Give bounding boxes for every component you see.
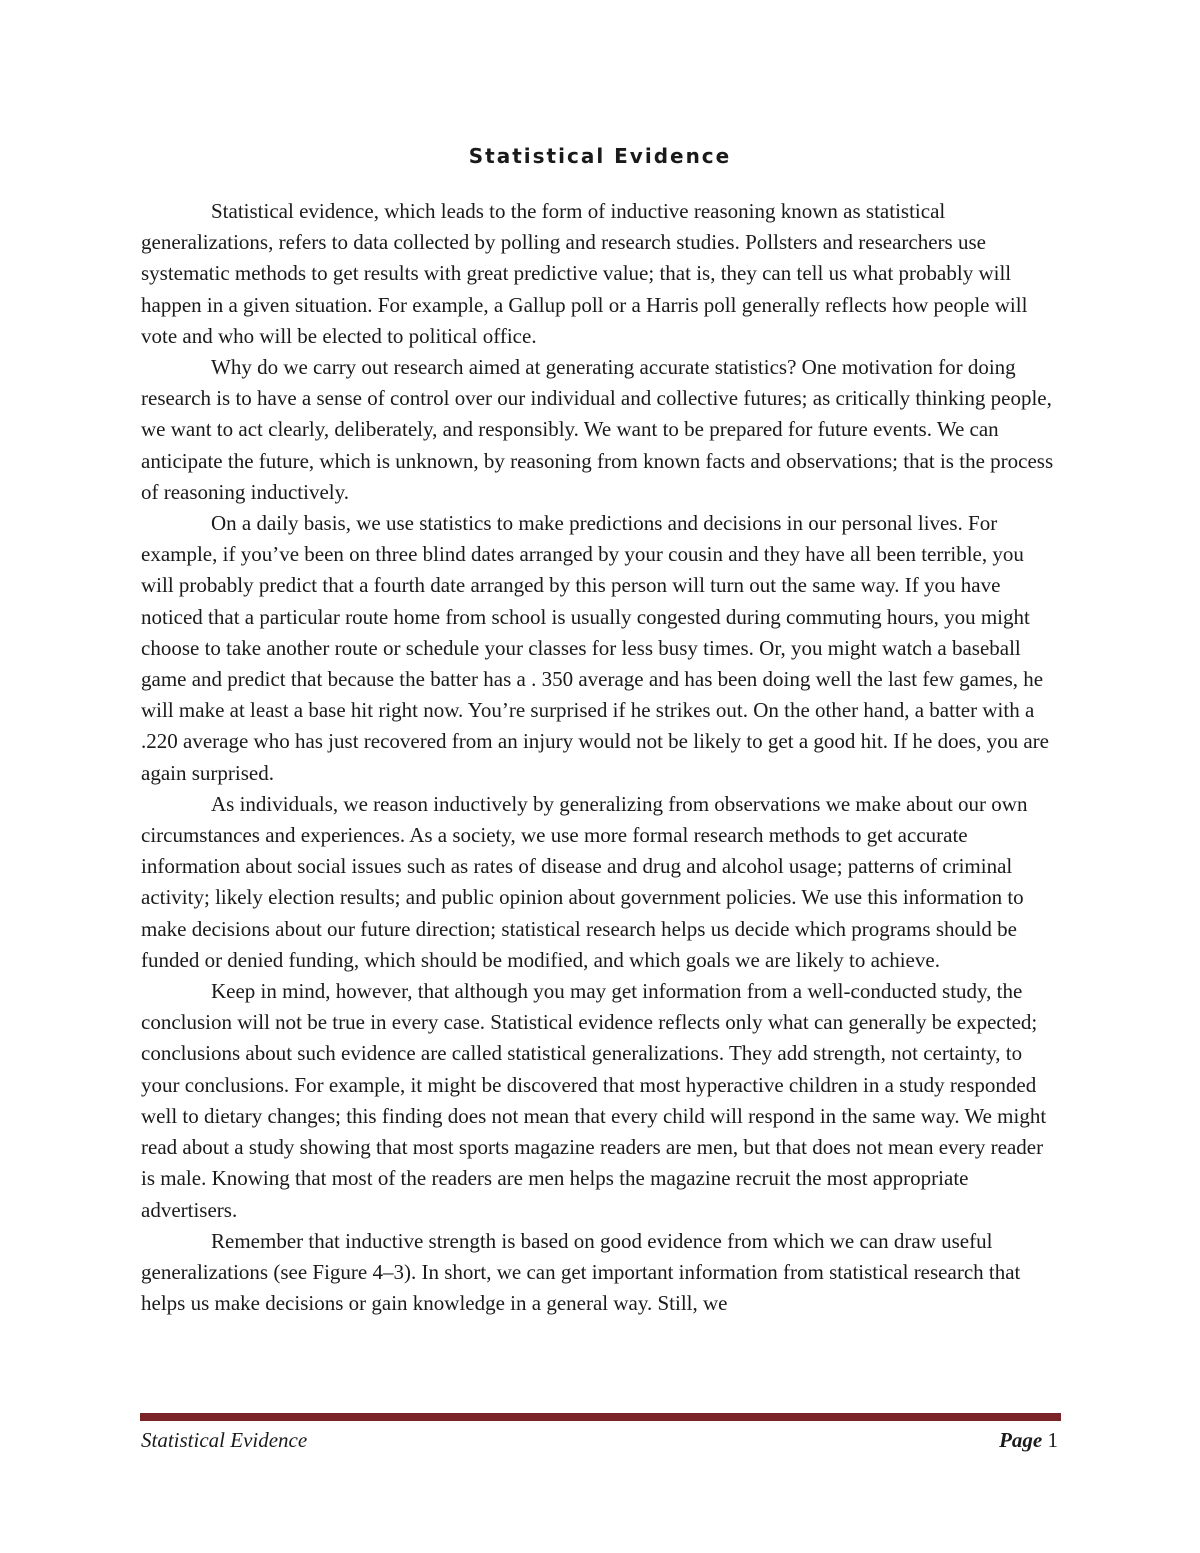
page-title: Statistical Evidence [468, 144, 732, 168]
body-text [141, 196, 1061, 1319]
paragraph-4: As individuals, we reason inductively by generalizing from observations we make about our own circumstances and experiences. As a society, we use more formal research methods to get accurate information about social issues such as rates of disease and drug and alcohol usage; patterns of criminal activity; likely election results; and public opinion about government policies. We use this information to make decisions about our future direction; statistical research helps us decide which programs should be funded or denied funding, which should be modified, and which goals we are likely to achieve. [141, 791, 1028, 972]
paragraph-2: Why do we carry out research aimed at generating accurate statistics? One motivation for doing research is to have a sense of control over our individual and collective futures; as critically thinking people, we want to act clearly, deliberately, and responsibly. We want to be prepared for future events. We can anticipate the future, which is unknown, by reasoning from known facts and observations; that is the process of reasoning inductively. [141, 355, 1054, 504]
paragraph-6: Remember that inductive strength is based on good evidence from which we can draw useful generalizations (see Figure 4–3). In short, we can get important information from statistical research that helps us make decisions or gain knowledge in a general way. Still, we [141, 1228, 1021, 1316]
paragraph-5: Keep in mind, however, that although you may get information from a well-conducted study, the conclusion will not be true in every case. Statistical evidence reflects only what can generally be expected; conclusions about such evidence are called statistical generalizations. They add strength, not certainty, to your conclusions. For example, it might be discovered that most hyperactive children in a study responded well to dietary changes; this finding does not mean that every child will respond in the same way. We might read about a study showing that most sports magazine readers are men, but that does not mean every reader is male. Knowing that most of the readers are men helps the magazine recruit the most appropriate advertisers. [141, 979, 1047, 1222]
paragraph-1: Statistical evidence, which leads to the form of inductive reasoning known as statistical generalizations, refers to data collected by polling and research studies. Pollsters and researchers use systematic methods to get results with great predictive value; that is, they can tell us what probably will happen in a given situation. For example, a Gallup poll or a Harris poll generally reflects how people will vote and who will be elected to political office. [141, 199, 1028, 348]
footer-divider [140, 1413, 1061, 1421]
page-label: Page [999, 1428, 1043, 1452]
footer-page-number [999, 1428, 1058, 1453]
footer-document-title: Statistical Evidence [141, 1428, 308, 1452]
page-number: 1 [1047, 1428, 1058, 1452]
paragraph-3: On a daily basis, we use statistics to make predictions and decisions in our personal lives. For example, if you’ve been on three blind dates arranged by your cousin and they have all been terrible, you will probably predict that a fourth date arranged by this person will turn out the same way. If you have noticed that a particular route home from school is usually congested during commuting hours, you might choose to take another route or schedule your classes for less busy times. Or, you might watch a baseball game and predict that because the batter has a . 350 average and has been doing well the last few games, he will make at least a base hit right now. You’re surprised if he strikes out. On the other hand, a batter with a .220 average who has just recovered from an injury would not be likely to get a good hit. If he does, you are again surprised. [141, 511, 1049, 785]
